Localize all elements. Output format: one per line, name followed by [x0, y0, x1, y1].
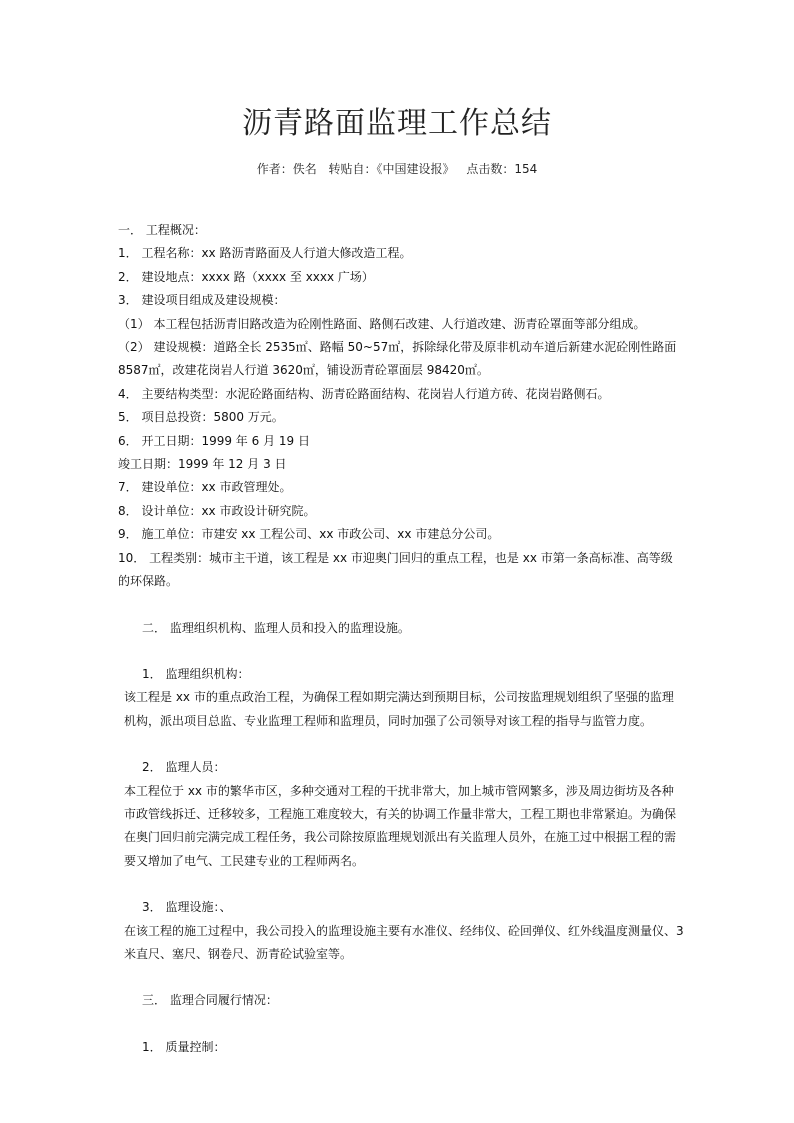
list-item: （2） 建设规模：道路全长 2535㎡、路幅 50~57㎡，拆除绿化带及原非机动车道后新建水泥砼刚性路面 8587㎡，改建花岗岩人行道 3620㎡，铺设沥青砼罩面层 98420㎡。	[118, 340, 677, 378]
list-item: 6． 开工日期：1999 年 6 月 19 日	[118, 433, 310, 448]
paragraph: 本工程位于 xx 市的繁华市区，多种交通对工程的干扰非常大，加上城市管网繁多，涉及周边街坊及各种市政管线拆迁、迁移较多，工程施工难度较大，有关的协调工作量非常大，工程工期也非常紧迫。为确保在奥门回归前完满完成工程任务，我公司除按原监理规划派出有关监理人员外，在施工过中根据工程的需要又增加了电气、工民建专业的工程师两名。	[124, 783, 677, 868]
list-item: （1） 本工程包括沥青旧路改造为砼刚性路面、路侧石改建、人行道改建、沥青砼罩面等部分组成。	[118, 316, 646, 331]
list-item: 1． 工程名称：xx 路沥青路面及人行道大修改造工程。	[118, 246, 412, 261]
subsection-heading: 1． 质量控制：	[142, 1039, 226, 1054]
author-label: 作者：佚名	[256, 162, 317, 176]
list-item: 5． 项目总投资：5800 万元。	[118, 410, 284, 425]
list-item: 4． 主要结构类型：水泥砼路面结构、沥青砼路面结构、花岗岩人行道方砖、花岗岩路侧石。	[118, 386, 610, 401]
list-item: 10． 工程类别：城市主干道，该工程是 xx 市迎奥门回归的重点工程，也是 xx 市第一条高标准、高等级的环保路。	[118, 550, 673, 589]
subsection-heading: 3． 监理设施：、	[142, 900, 232, 915]
source-label: 转贴自：《中国建设报》	[328, 162, 455, 176]
section-heading: 一． 工程概况：	[118, 223, 206, 237]
paragraph: 在该工程的施工过程中，我公司投入的监理设施主要有水准仪、经纬仪、砼回弹仪、红外线温度测量仪、3 米直尺、塞尺、钢卷尺、沥青砼试验室等。	[124, 923, 684, 961]
list-item: 9． 施工单位：市建安 xx 工程公司、xx 市政公司、xx 市建总分公司。	[118, 527, 500, 542]
list-item: 2． 建设地点：xxxx 路（xxxx 至 xxxx 广场）	[118, 269, 374, 284]
hits-label: 点击数：154	[466, 162, 538, 176]
list-item: 8． 设计单位：xx 市政设计研究院。	[118, 503, 316, 518]
subsection-heading: 1． 监理组织机构：	[142, 666, 250, 681]
paragraph: 该工程是 xx 市的重点政治工程，为确保工程如期完满达到预期目标，公司按监理规划组织了坚强的监理机构，派出项目总监、专业监理工程师和监理员，同时加强了公司领导对该工程的指导与监管力度。	[124, 690, 674, 728]
list-item: 竣工日期：1999 年 12 月 3 日	[118, 457, 287, 472]
page-title: 沥青路面监理工作总结	[242, 106, 552, 141]
section-heading: 三． 监理合同履行情况：	[142, 993, 278, 1008]
list-item: 3． 建设项目组成及建设规模：	[118, 293, 286, 308]
article-body	[118, 219, 684, 1059]
list-item: 7． 建设单位：xx 市政管理处。	[118, 480, 292, 495]
subsection-heading: 2． 监理人员：	[142, 760, 226, 775]
section-heading: 二． 监理组织机构、监理人员和投入的监理设施。	[142, 620, 410, 635]
byline	[0, 160, 794, 177]
